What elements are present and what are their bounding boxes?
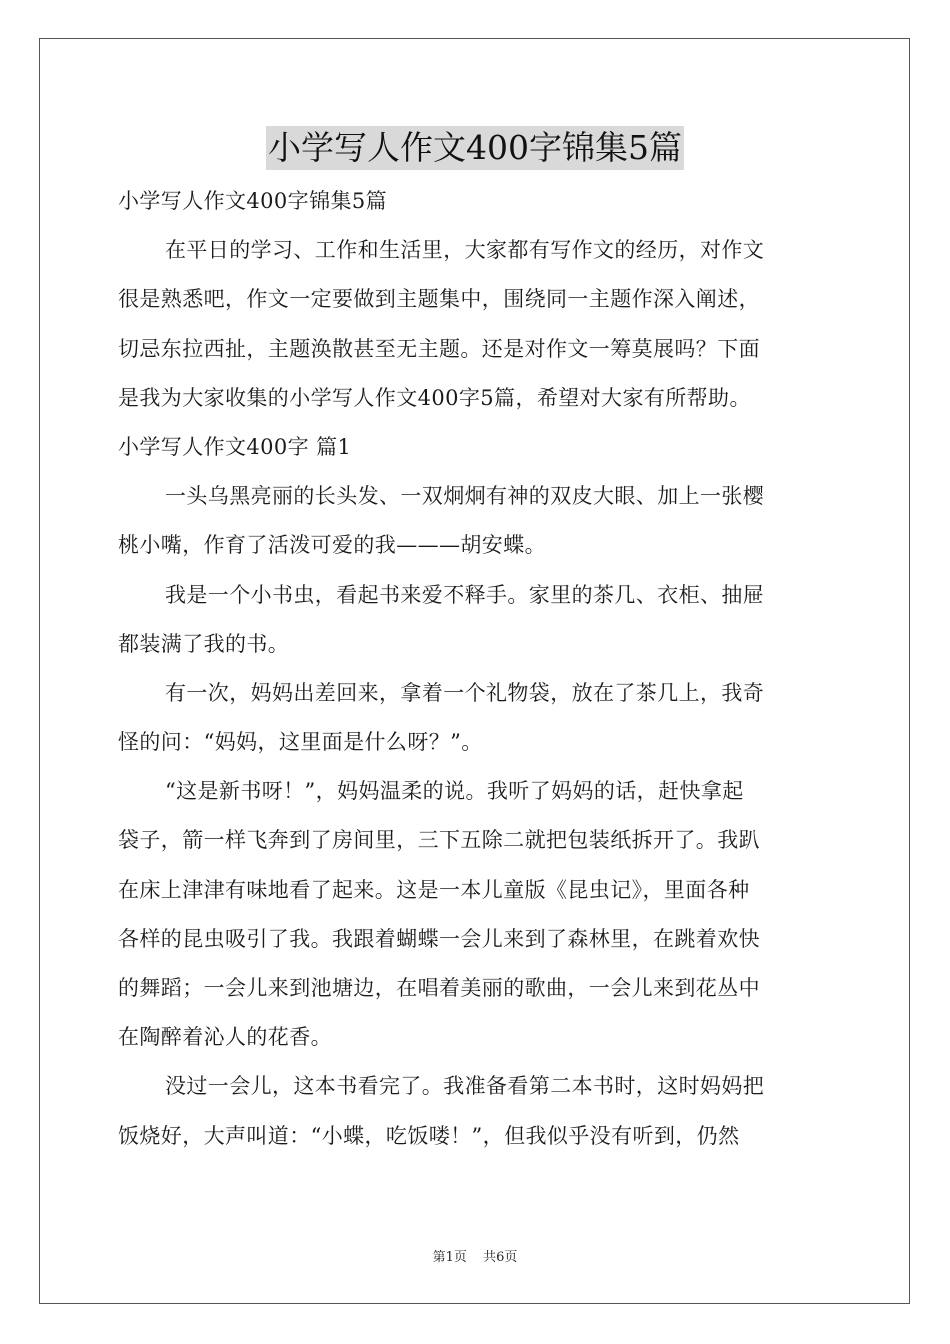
text-line: 小学写人作文400字锦集5篇 bbox=[118, 189, 388, 213]
text-line: 怪的问：“妈妈，这里面是什么呀？”。 bbox=[118, 730, 483, 755]
title-wrap bbox=[0, 126, 950, 170]
text-line: 没过一会儿，这本书看完了。我准备看第二本书时，这时妈妈把 bbox=[165, 1074, 765, 1099]
text-line: 袋子，箭一样飞奔到了房间里，三下五除二就把包装纸拆开了。我趴 bbox=[118, 828, 760, 853]
page-footer bbox=[0, 1246, 950, 1265]
text-line: 是我为大家收集的小学写人作文400字5篇，希望对大家有所帮助。 bbox=[118, 385, 751, 410]
text-line: 小学写人作文400字 篇1 bbox=[118, 434, 352, 459]
document-body bbox=[118, 177, 834, 1161]
text-line: 各样的昆虫吸引了我。我跟着蝴蝶一会儿来到了森林里，在跳着欢快 bbox=[118, 926, 760, 951]
text-line: 在平日的学习、工作和生活里，大家都有写作文的经历，对作文 bbox=[165, 238, 765, 263]
text-line: 一头乌黑亮丽的长头发、一双炯炯有神的双皮大眼、加上一张樱 bbox=[165, 484, 765, 509]
text-line: 都装满了我的书。 bbox=[118, 631, 290, 656]
page-total: 共6页 bbox=[483, 1250, 518, 1265]
text-line: 的舞蹈；一会儿来到池塘边，在唱着美丽的歌曲，一会儿来到花丛中 bbox=[118, 976, 760, 1000]
text-line: “这是新书呀！”，妈妈温柔的说。我听了妈妈的话，赶快拿起 bbox=[165, 779, 744, 804]
text-line: 我是一个小书虫，看起书来爱不释手。家里的茶几、衣柜、抽屉 bbox=[165, 582, 765, 607]
document-title: 小学写人作文400字锦集5篇 bbox=[266, 126, 684, 170]
text-line: 在床上津津有味地看了起来。这是一本儿童版《昆虫记》，里面各种 bbox=[118, 877, 750, 902]
text-line: 在陶醉着沁人的花香。 bbox=[118, 1025, 332, 1050]
text-line: 有一次，妈妈出差回来，拿着一个礼物袋，放在了茶几上，我奇 bbox=[165, 680, 765, 705]
text-line: 饭烧好，大声叫道：“小蝶，吃饭喽！”，但我似乎没有听到，仍然 bbox=[118, 1123, 740, 1148]
text-line: 切忌东拉西扯，主题涣散甚至无主题。还是对作文一筹莫展吗？下面 bbox=[118, 336, 760, 361]
page-number: 第1页 bbox=[432, 1250, 467, 1265]
text-line: 很是熟悉吧，作文一定要做到主题集中，围绕同一主题作深入阐述， bbox=[118, 287, 760, 312]
text-line: 桃小嘴，作育了活泼可爱的我———胡安蝶。 bbox=[118, 533, 546, 558]
